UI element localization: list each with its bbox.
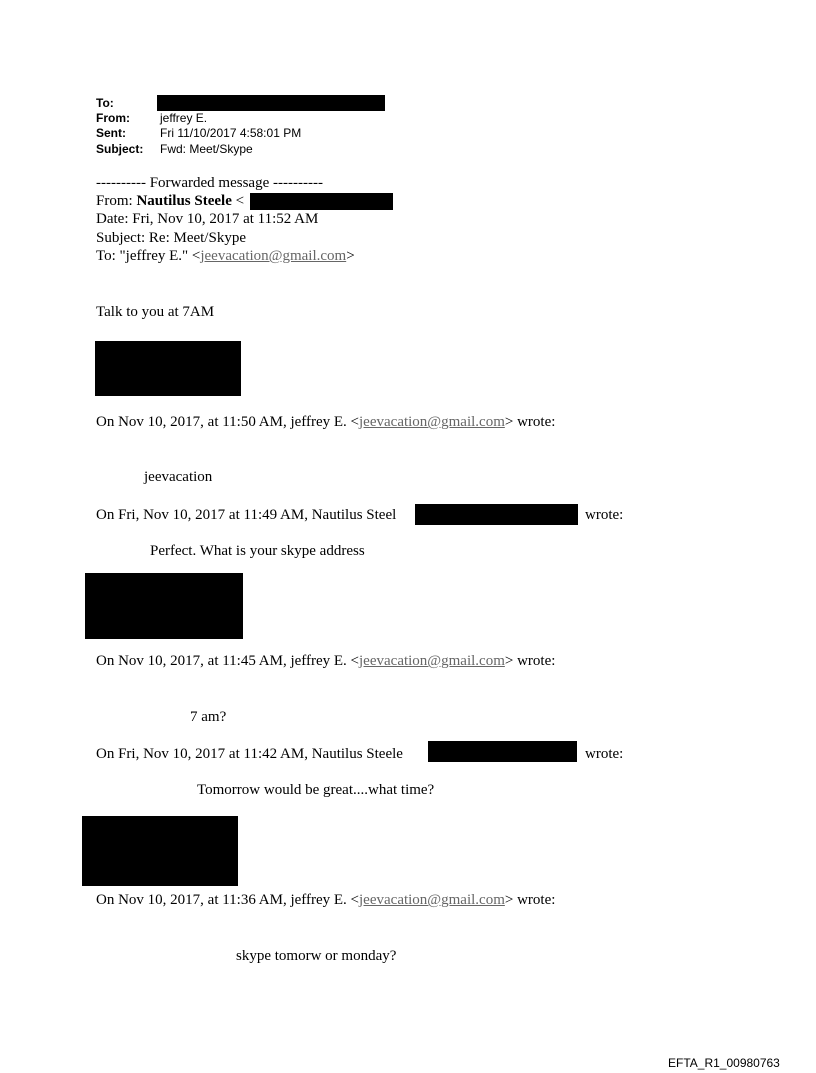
- forwarded-divider: ---------- Forwarded message ----------: [96, 175, 323, 191]
- attribution-suffix: > wrote:: [504, 414, 556, 430]
- header-sent-row: [96, 126, 301, 141]
- quote-attribution: [96, 506, 396, 524]
- forwarded-to-line: [96, 247, 355, 265]
- forwarded-from-prefix: From:: [96, 193, 137, 209]
- header-from-row: [96, 111, 207, 126]
- forwarded-subject-line: Subject: Re: Meet/Skype: [96, 230, 246, 246]
- email-link[interactable]: jeevacation@gmail.com: [359, 892, 505, 908]
- email-link[interactable]: jeevacation@gmail.com: [359, 414, 505, 430]
- attribution-suffix: wrote:: [585, 746, 624, 762]
- quote-attribution: [96, 745, 403, 763]
- attribution-text: On Nov 10, 2017, at 11:45 AM, jeffrey E. <: [96, 653, 360, 669]
- redaction-bar: [415, 504, 578, 525]
- redaction-block: [95, 341, 241, 396]
- to-label: To:: [96, 96, 114, 110]
- attribution-text: On Fri, Nov 10, 2017 at 11:42 AM, Nautilus Steele: [96, 746, 403, 762]
- quote-attribution: [96, 413, 555, 431]
- header-subject-row: [96, 142, 253, 157]
- forwarded-from-open: <: [231, 193, 245, 209]
- email-link[interactable]: jeevacation@gmail.com: [200, 248, 347, 264]
- attribution-text: On Nov 10, 2017, at 11:36 AM, jeffrey E. <: [96, 892, 360, 908]
- redaction-bar: [428, 741, 577, 762]
- attribution-suffix: > wrote:: [504, 653, 556, 669]
- forwarded-date-line: Date: Fri, Nov 10, 2017 at 11:52 AM: [96, 211, 319, 227]
- sent-value: Fri 11/10/2017 4:58:01 PM: [160, 126, 302, 140]
- document-id: EFTA_R1_00980763: [668, 1056, 780, 1070]
- subject-value: Fwd: Meet/Skype: [160, 142, 253, 156]
- message-text: 7 am?: [190, 709, 227, 725]
- forwarded-to-prefix: To: "jeffrey E." <: [96, 248, 201, 264]
- email-link[interactable]: jeevacation@gmail.com: [359, 653, 505, 669]
- from-value: jeffrey E.: [160, 111, 208, 125]
- attribution-text: On Fri, Nov 10, 2017 at 11:49 AM, Nautilus Steel: [96, 507, 397, 523]
- quote-attribution: [96, 891, 555, 909]
- header-to-row: [96, 96, 160, 111]
- message-text: Tomorrow would be great....what time?: [197, 782, 435, 798]
- from-label: From:: [96, 111, 130, 125]
- redaction-block: [85, 573, 243, 639]
- message-text: skype tomorw or monday?: [236, 948, 397, 964]
- attribution-suffix: > wrote:: [504, 892, 556, 908]
- message-text: Talk to you at 7AM: [96, 304, 215, 320]
- forwarded-from-name: Nautilus Steele: [136, 193, 232, 209]
- subject-label: Subject:: [96, 142, 144, 156]
- message-text: jeevacation: [144, 469, 213, 485]
- sent-label: Sent:: [96, 126, 126, 140]
- quote-attribution: [96, 652, 555, 670]
- redaction-bar: [250, 193, 393, 210]
- message-text: Perfect. What is your skype address: [150, 543, 365, 559]
- redaction-block: [82, 816, 238, 886]
- forwarded-to-suffix: >: [346, 248, 355, 264]
- attribution-text: On Nov 10, 2017, at 11:50 AM, jeffrey E. <: [96, 414, 360, 430]
- attribution-suffix: wrote:: [585, 507, 624, 523]
- redaction-bar: [157, 95, 385, 111]
